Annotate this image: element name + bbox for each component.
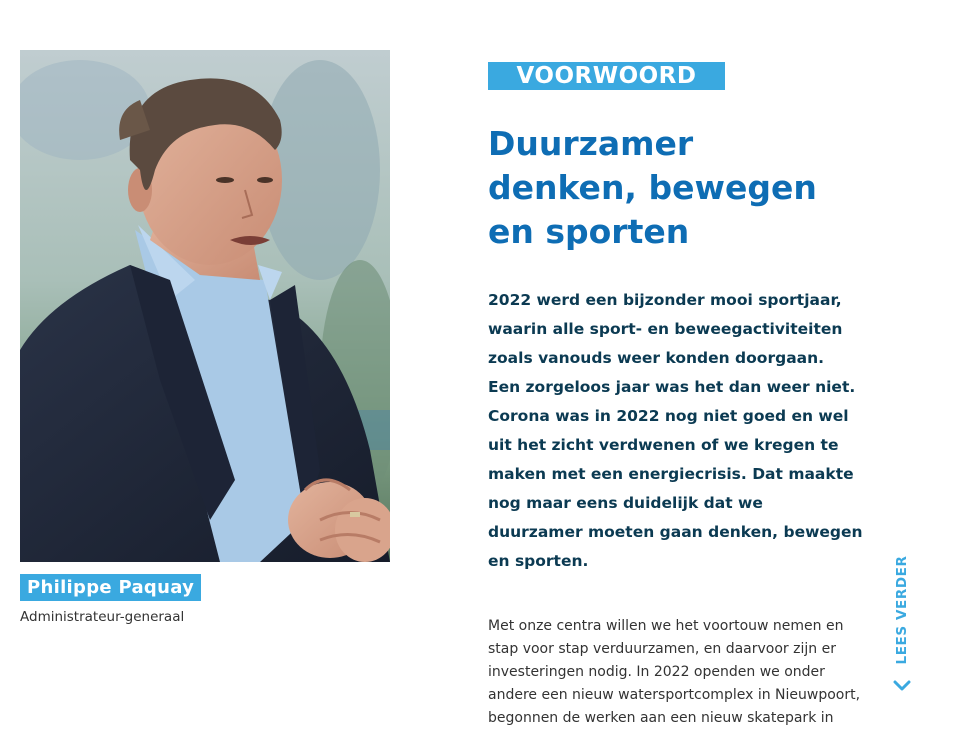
intro-line: zoals vanouds weer konden doorgaan. bbox=[488, 349, 825, 367]
read-more-link[interactable] bbox=[888, 552, 916, 702]
intro-line: maken met een energiecrisis. Dat maakte bbox=[488, 465, 854, 483]
body-line: andere een nieuw watersportcomplex in Nieuwpoort, bbox=[488, 687, 861, 703]
intro-line: 2022 werd een bijzonder mooi sportjaar, bbox=[488, 291, 842, 309]
heading-line: Duurzamer bbox=[488, 124, 694, 163]
body-line: begonnen de werken aan een nieuw skatepark in bbox=[488, 710, 834, 726]
intro-paragraph bbox=[488, 286, 878, 576]
intro-line: waarin alle sport- en beweegactiviteiten bbox=[488, 320, 843, 338]
intro-line: Een zorgeloos jaar was het dan weer niet. bbox=[488, 378, 856, 396]
heading-line: denken, bewegen bbox=[488, 168, 817, 207]
read-more-label: LEES VERDER bbox=[894, 555, 910, 665]
portrait-photo bbox=[20, 50, 390, 562]
intro-line: uit het zicht verdwenen of we kregen te bbox=[488, 436, 839, 454]
body-paragraph bbox=[488, 615, 868, 730]
chevron-down-icon bbox=[893, 680, 911, 692]
page-title bbox=[488, 122, 888, 254]
section-label: VOORWOORD bbox=[488, 62, 725, 90]
body-line: investeringen nodig. In 2022 openden we onder bbox=[488, 664, 825, 680]
intro-line: en sporten. bbox=[488, 552, 589, 570]
person-role: Administrateur-generaal bbox=[20, 609, 185, 625]
person-name: Philippe Paquay bbox=[20, 574, 201, 601]
body-line: stap voor stap verduurzamen, en daarvoor zijn er bbox=[488, 641, 836, 657]
intro-line: duurzamer moeten gaan denken, bewegen bbox=[488, 523, 863, 541]
intro-line: nog maar eens duidelijk dat we bbox=[488, 494, 763, 512]
intro-line: Corona was in 2022 nog niet goed en wel bbox=[488, 407, 849, 425]
body-line: Met onze centra willen we het voortouw nemen en bbox=[488, 618, 844, 634]
heading-line: en sporten bbox=[488, 212, 690, 251]
